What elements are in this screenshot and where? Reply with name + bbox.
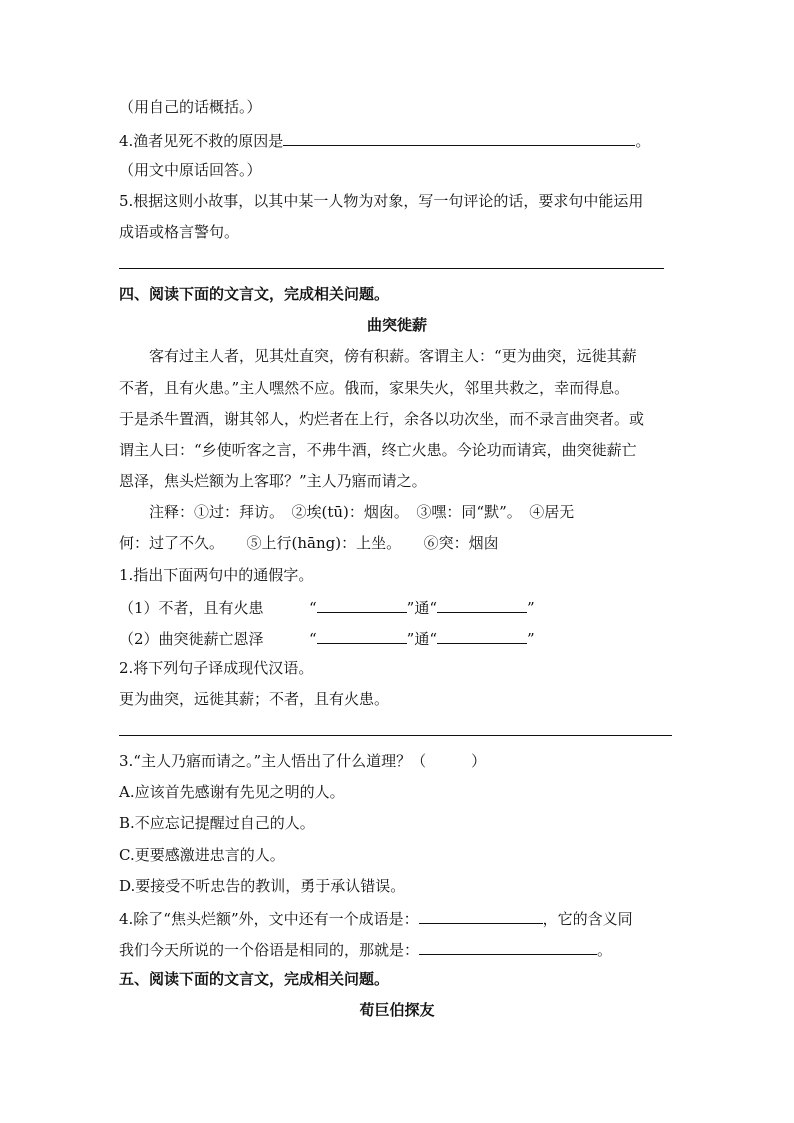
question-3: 3.“主人乃寤而请之。”主人悟出了什么道理？（ ） (119, 752, 487, 770)
instruction-quote: （用文中原话回答。） (119, 161, 262, 179)
passage-line: 客有过主人者，见其灶直突，傍有积薪。客谓主人：“更为曲突，远徙其薪 (149, 347, 637, 365)
option-b[interactable]: B.不应忘记提醒过自己的人。 (119, 814, 315, 832)
question-text: ，它的含义同 (542, 910, 633, 928)
passage-line: 于是杀牛置酒，谢其邻人，灼烂者在上行，余各以功次坐，而不录言曲突者。或 (119, 410, 645, 428)
question-1-item-1 (119, 596, 535, 618)
answer-blank[interactable] (437, 627, 527, 644)
question-4-proverb (119, 938, 612, 960)
passage-title: 荀巨伯探友 (359, 1001, 435, 1019)
passage-line: 不者，且有火患。”主人嘿然不应。俄而，家果失火，邻里共救之，幸而得息。 (119, 379, 630, 397)
answer-blank[interactable] (437, 596, 527, 613)
answer-line[interactable] (119, 268, 664, 269)
question-text: 我们今天所说的一个俗语是相同的，那就是： (119, 941, 420, 959)
quote-mark: “ (309, 630, 317, 648)
tong-label: ”通“ (406, 630, 438, 648)
notes-line: 何：过了不久。 ⑤上行(hāng)：上坐。 ⑥突：烟囱 (119, 534, 499, 552)
answer-line[interactable] (119, 735, 672, 736)
question-2-sentence: 更为曲突，远徙其薪；不者，且有火患。 (119, 690, 390, 708)
question-4-idiom (119, 907, 633, 929)
quote-mark: “ (309, 599, 317, 617)
period: 。 (635, 132, 651, 150)
notes-line: 注释：①过：拜访。 ②埃(tū)：烟囱。 ③嘿：同“默”。 ④居无 (149, 503, 575, 521)
option-d[interactable]: D.要接受不听忠告的教训，勇于承认错误。 (119, 877, 406, 895)
question-1: 1.指出下面两句中的通假字。 (119, 566, 314, 584)
question-1-item-2 (119, 627, 535, 649)
section-5-heading: 五、阅读下面的文言文，完成相关问题。 (119, 970, 390, 988)
quote-mark: ” (527, 599, 535, 617)
option-a[interactable]: A.应该首先感谢有先见之明的人。 (119, 783, 345, 801)
question-2: 2.将下列句子译成现代汉语。 (119, 659, 314, 677)
period: 。 (597, 941, 613, 959)
section-4-heading: 四、阅读下面的文言文，完成相关问题。 (119, 285, 390, 303)
answer-blank[interactable] (283, 129, 635, 146)
question-text: 4.除了“焦头烂额”外，文中还有一个成语是： (119, 910, 419, 928)
question-4-text: 4.渔者见死不救的原因是 (119, 132, 284, 150)
item-label: （2）曲突徙薪亡恩泽 (119, 630, 264, 648)
answer-blank[interactable] (419, 938, 597, 955)
item-label: （1）不者，且有火患 (119, 599, 264, 617)
answer-blank[interactable] (419, 907, 543, 924)
question-5: 5.根据这则小故事，以其中某一人物为对象，写一句评论的话，要求句中能运用 (119, 192, 644, 210)
option-c[interactable]: C.更要感激进忠言的人。 (119, 846, 285, 864)
passage-line: 谓主人曰：“乡使听客之言，不弗牛酒，终亡火患。今论功而请宾，曲突徙薪亡 (119, 441, 637, 459)
question-4 (119, 129, 650, 151)
question-5-cont: 成语或格言警句。 (119, 223, 240, 241)
tong-label: ”通“ (406, 599, 438, 617)
answer-blank[interactable] (317, 627, 407, 644)
quote-mark: ” (527, 630, 535, 648)
passage-line: 恩泽，焦头烂额为上客耶？”主人乃寤而请之。 (119, 472, 427, 490)
passage-title: 曲突徙薪 (366, 316, 427, 334)
instruction-summarize: （用自己的话概括。） (119, 98, 262, 116)
answer-blank[interactable] (317, 596, 407, 613)
